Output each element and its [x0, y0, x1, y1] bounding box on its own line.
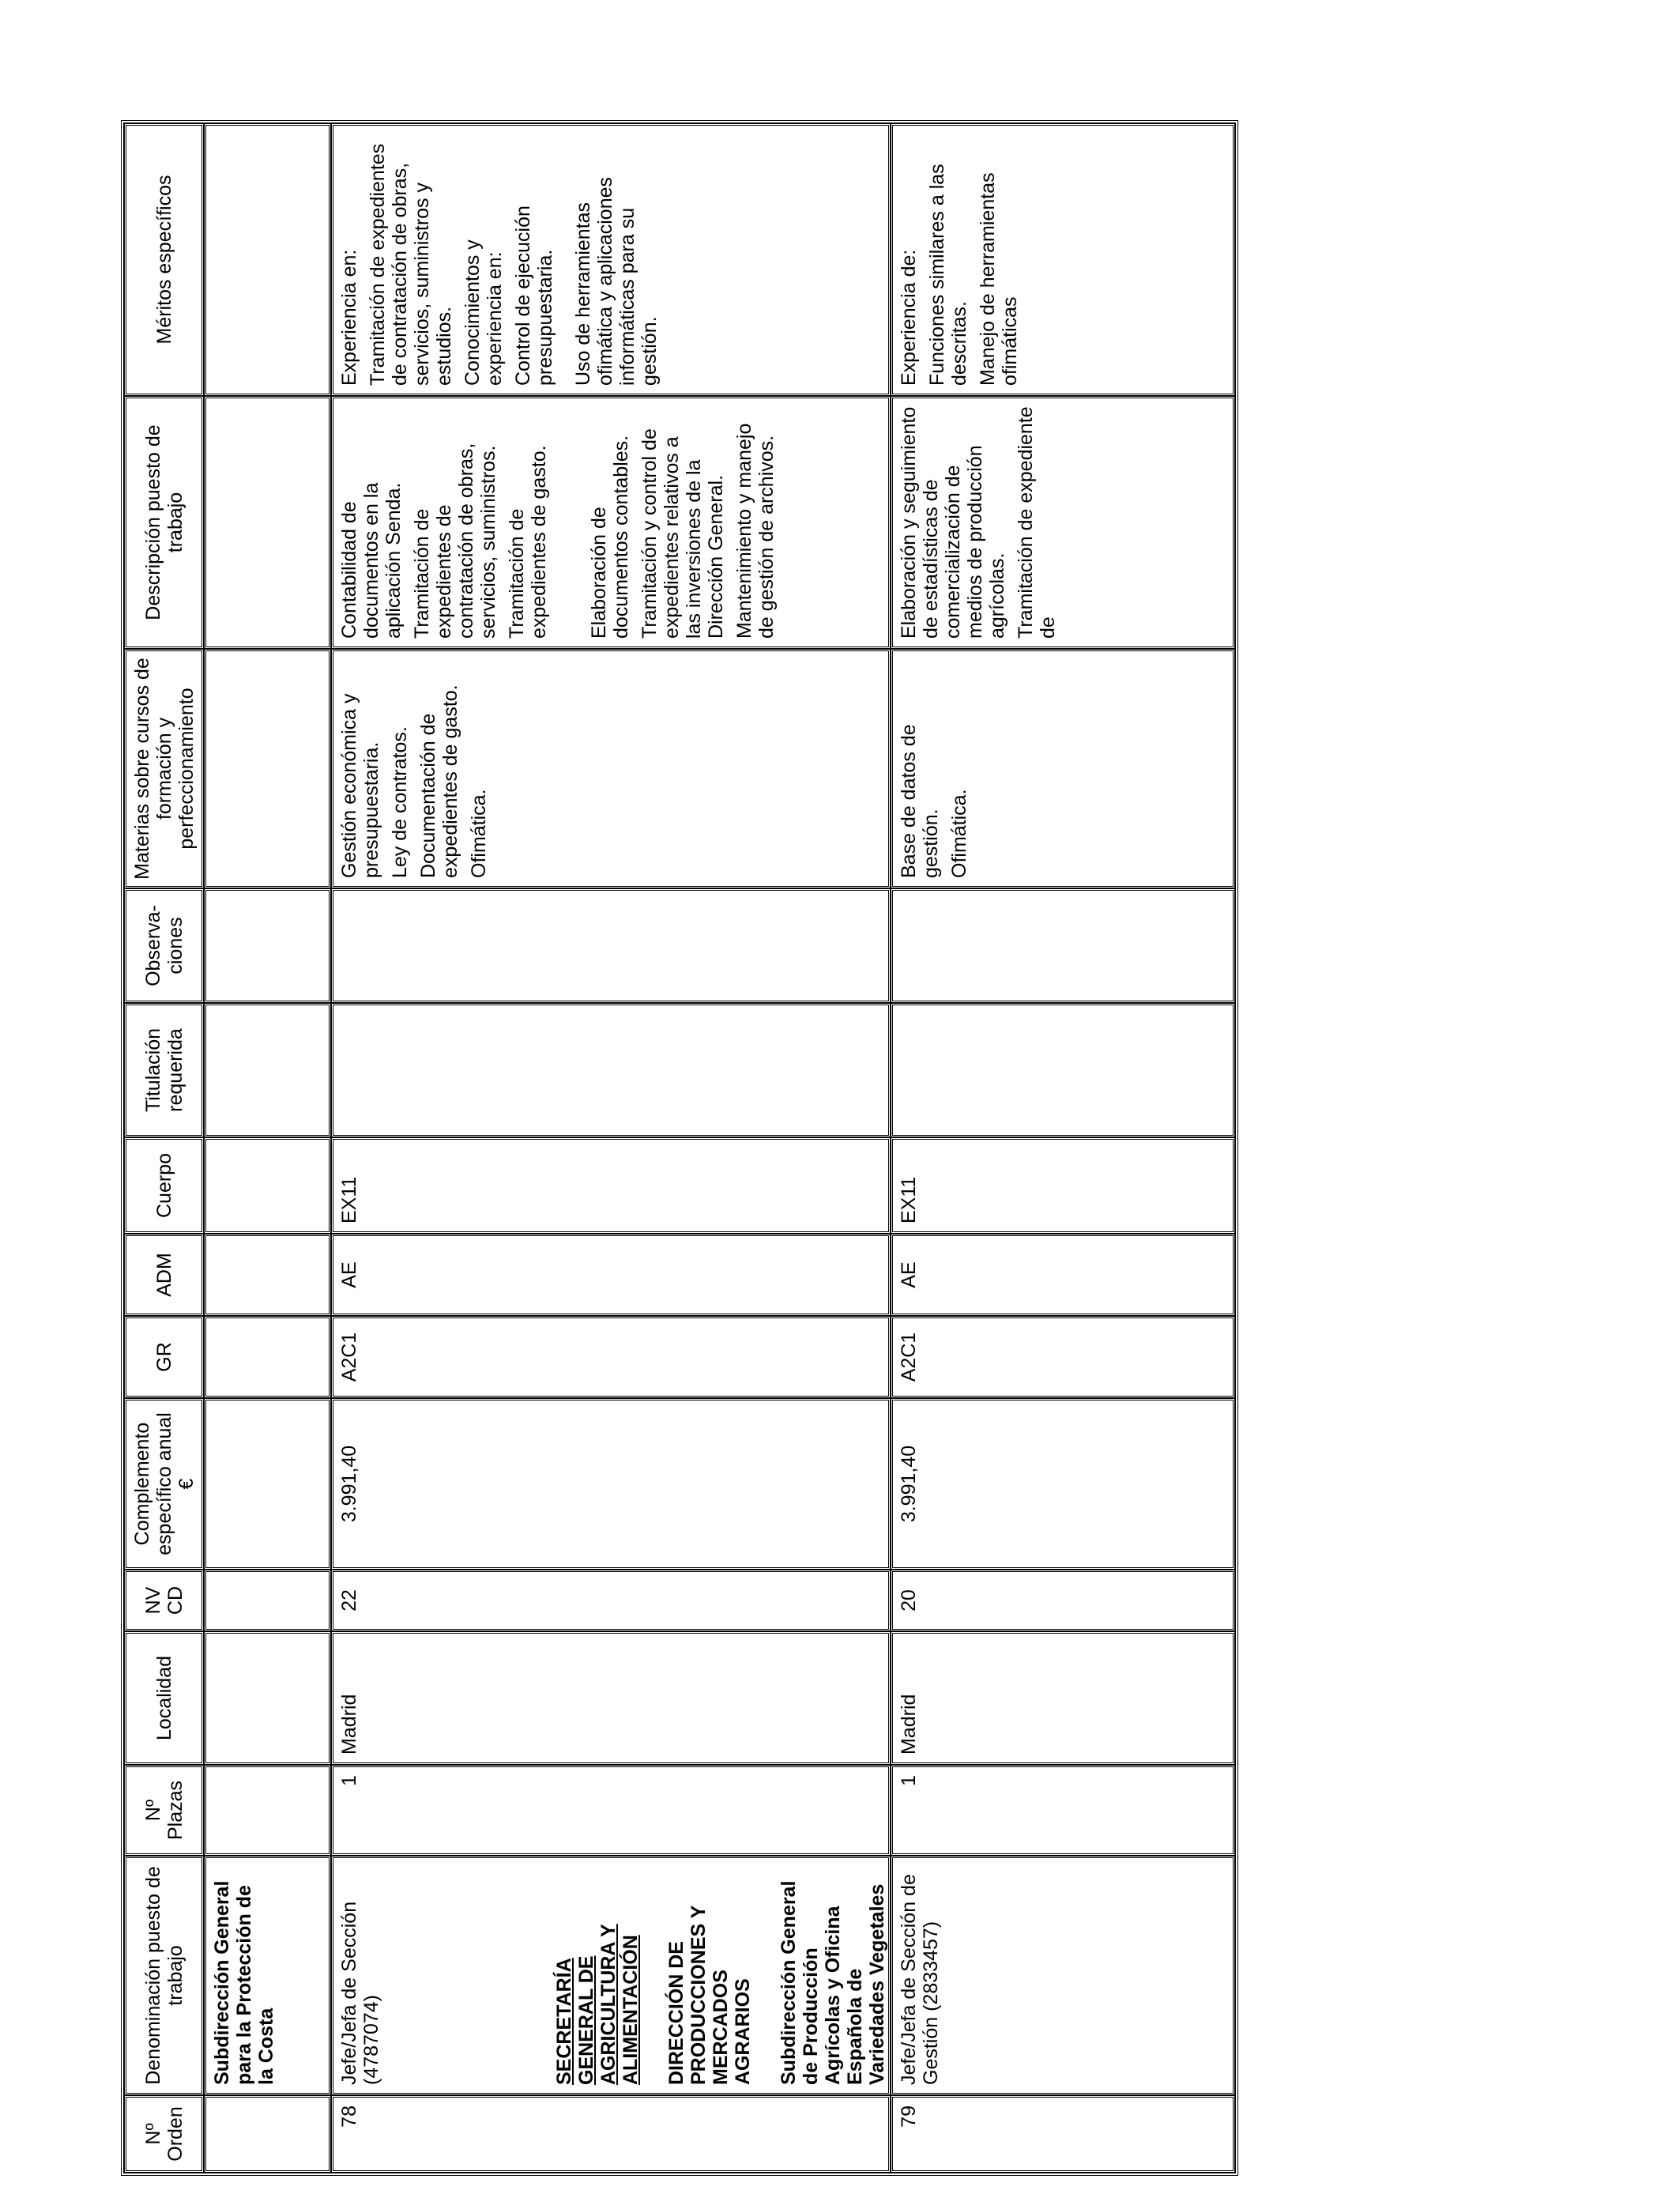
header-plazas: Nº Plazas [124, 1765, 204, 1856]
descripcion-item: Mantenimiento y manejo de gestión de archivos. [733, 423, 778, 639]
nvcd-cell: 20 [898, 1589, 920, 1612]
adm-cell: AE [898, 1261, 920, 1288]
descripcion-item: Tramitación de expediente de [1015, 406, 1059, 639]
table-row [331, 123, 891, 2173]
materia-item: Ofimática. [468, 789, 490, 878]
merito-item: Manejo de herramientas ofimáticas [977, 172, 1021, 386]
merito-item: Conocimientos y experiencia en: [461, 239, 506, 386]
plazas-cell: 1 [338, 1775, 360, 1786]
descripcion-item: Contabilidad de documentos en la aplicación Senda. [338, 482, 405, 639]
header-orden: Nº Orden [124, 2095, 204, 2173]
unit-subdireccion-produccion: Subdirección General de Producción Agrícolas y Oficina Española de Variedades Vegetales [778, 1880, 888, 2085]
header-nvcd: NV CD [124, 1570, 204, 1631]
nvcd-cell: 22 [338, 1589, 360, 1612]
table-row [891, 123, 1235, 2173]
header-cuerpo: Cuerpo [124, 1137, 204, 1234]
header-complemento: Complemento específico anual € [124, 1398, 204, 1570]
header-adm: ADM [124, 1234, 204, 1316]
materia-item: Base de datos de gestión. [898, 724, 942, 878]
header-row [124, 123, 204, 2173]
descripcion-item: Elaboración y seguimiento de estadísticas de comercialización de medios de producción agrícolas. [898, 406, 1008, 639]
merito-item: Experiencia en: [338, 249, 360, 386]
descripcion-item: Tramitación de expedientes de contratación de obras, servicios, suministros. [411, 443, 499, 639]
descripcion-item: Tramitación de expedientes de gasto. [506, 445, 550, 639]
descripcion-item: Tramitación y control de expedientes relativos a las inversiones de la Dirección General. [638, 428, 727, 639]
header-gr: GR [124, 1316, 204, 1398]
localidad-cell: Madrid [338, 1694, 360, 1755]
unit-direccion: DIRECCIÓN DE PRODUCCIONES Y MERCADOS AGRARIOS [665, 1906, 754, 2085]
merito-item: Uso de herramientas ofimática y aplicaciones informáticas para su gestión. [572, 176, 661, 386]
merito-item: Tramitación de expedientes de contratación de obras, servicios, suministros y estudios. [367, 143, 455, 386]
header-meritos: Méritos específicos [124, 123, 204, 396]
header-titulacion: Titulación requerida [124, 1003, 204, 1137]
header-localidad: Localidad [124, 1631, 204, 1765]
header-denominacion: Denominación puesto de trabajo [124, 1856, 204, 2095]
materia-item: Documentación de expedientes de gasto. [417, 684, 461, 878]
orden-cell: 79 [898, 2105, 920, 2128]
header-materias: Materias sobre cursos de formación y perfeccionamiento [124, 649, 204, 888]
cuerpo-cell: EX11 [338, 1176, 360, 1223]
merito-item: Funciones similares a las descritas. [926, 164, 970, 386]
complemento-cell: 3.991,40 [338, 1445, 360, 1523]
cuerpo-cell: EX11 [898, 1176, 920, 1223]
merito-item: Experiencia de: [898, 249, 920, 386]
unit-secretaria: SECRETARÍA GENERAL DE AGRICULTURA Y ALIMENTACIÓN [553, 1924, 642, 2085]
adm-cell: AE [338, 1261, 360, 1288]
materia-item: Ofimática. [948, 789, 970, 878]
unit-subdireccion-costa: Subdirección General para la Protección de la Costa [211, 1880, 277, 2085]
plazas-cell: 1 [898, 1775, 920, 1786]
unit-row [204, 123, 331, 2173]
denominacion-cell: Jefe/Jefa de Sección (4787074) [338, 1901, 382, 2085]
localidad-cell: Madrid [898, 1694, 920, 1755]
denominacion-cell: Jefe/Jefa de Sección de Gestión (2833457) [898, 1874, 942, 2085]
header-observaciones: Observa-ciones [124, 888, 204, 1003]
job-positions-table [121, 120, 1238, 2176]
gr-cell: A2C1 [338, 1332, 360, 1382]
merito-item: Control de ejecución presupuestaria. [512, 205, 556, 386]
gr-cell: A2C1 [898, 1332, 920, 1382]
descripcion-item: Elaboración de documentos contables. [588, 435, 632, 639]
orden-cell: 78 [338, 2105, 360, 2128]
materia-item: Ley de contratos. [389, 726, 411, 878]
complemento-cell: 3.991,40 [898, 1445, 920, 1523]
materia-item: Gestión económica y presupuestaria. [338, 693, 382, 878]
header-descripcion: Descripción puesto de trabajo [124, 396, 204, 649]
